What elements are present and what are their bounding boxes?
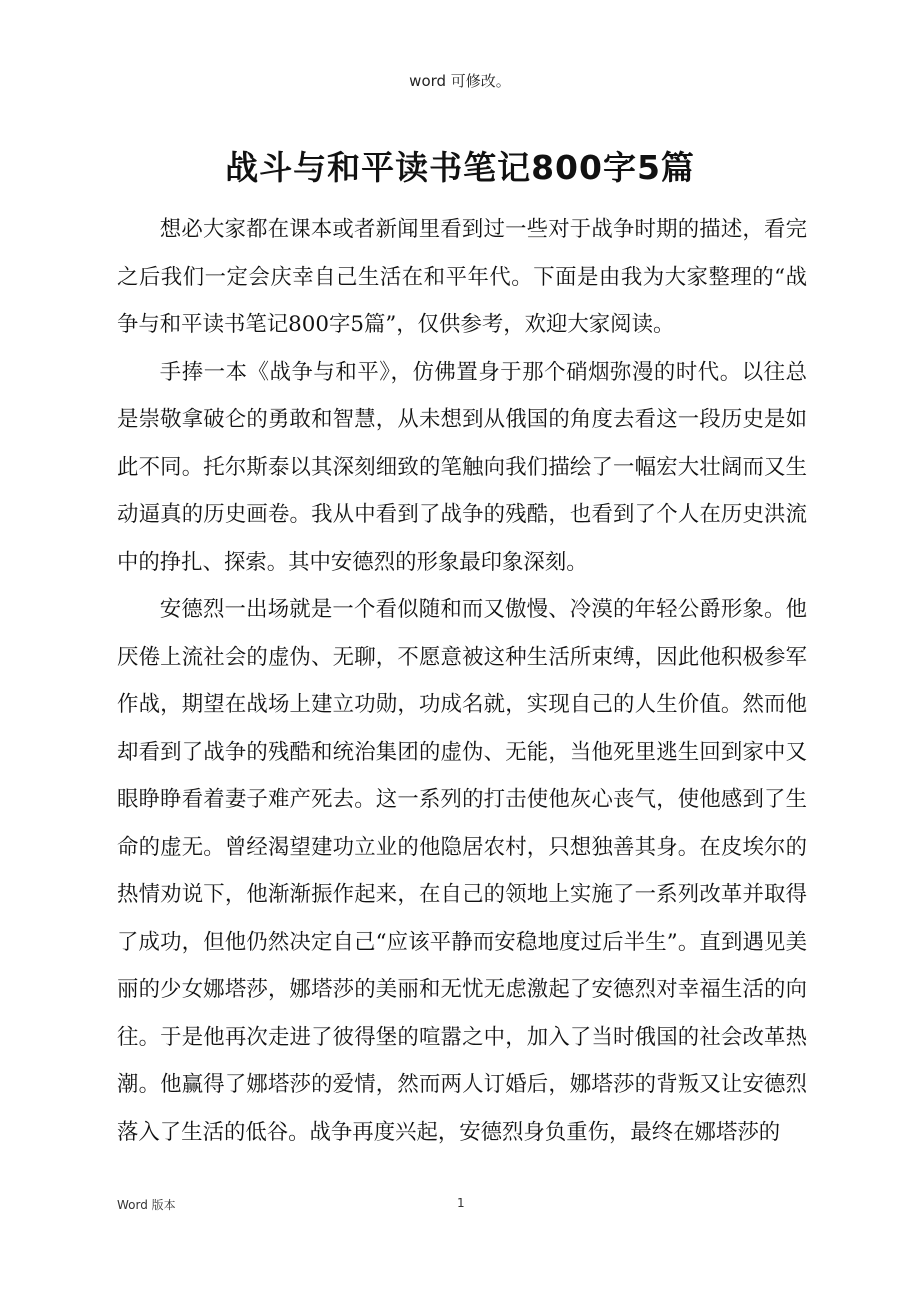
document-body [117, 206, 807, 1156]
footer-version-label: Word 版本 [117, 1198, 176, 1212]
page-number: 1 [457, 1196, 465, 1210]
paragraph-3: 安德烈一出场就是一个看似随和而又傲慢、冷漠的年轻公爵形象。他厌倦上流社会的虚伪、无聊，不愿意被这种生活所束缚，因此他积极参军作战，期望在战场上建立功勋，功成名就，实现自己的人生价值。然而他却看到了战争的残酷和统治集团的虚伪、无能，当他死里逃生回到家中又眼睁睁看着妻子难产死去。这一系列的打击使他灰心丧气，使他感到了生命的虚无。曾经渴望建功立业的他隐居农村，只想独善其身。在皮埃尔的热情劝说下，他渐渐振作起来，在自己的领地上实施了一系列改革并取得了成功，但他仍然决定自己“应该平静而安稳地度过后半生”。直到遇见美丽的少女娜塔莎，娜塔莎的美丽和无忧无虑激起了安德烈对幸福生活的向往。于是他再次走进了彼得堡的喧嚣之中，加入了当时俄国的社会改革热潮。他赢得了娜塔莎的爱情，然而两人订婚后，娜塔莎的背叛又让安德烈落入了生活的低谷。战争再度兴起，安德烈身负重伤，最终在娜塔莎的 [117, 597, 807, 1145]
paragraph-intro: 想必大家都在课本或者新闻里看到过一些对于战争时期的描述，看完之后我们一定会庆幸自己生活在和平年代。下面是由我为大家整理的“战争与和平读书笔记800字5篇”，仅供参考，欢迎大家阅读。 [117, 217, 807, 337]
document-title: 战斗与和平读书笔记800字5篇 [225, 148, 695, 187]
paragraph-2: 手捧一本《战争与和平》，仿佛置身于那个硝烟弥漫的时代。以往总是崇敬拿破仑的勇敢和智慧，从未想到从俄国的角度去看这一段历史是如此不同。托尔斯泰以其深刻细致的笔触向我们描绘了一幅宏大壮阔而又生动逼真的历史画卷。我从中看到了战争的残酷，也看到了个人在历史洪流中的挣扎、探索。其中安德烈的形象最印象深刻。 [117, 359, 807, 575]
page-header: word 可修改。 [409, 72, 511, 90]
